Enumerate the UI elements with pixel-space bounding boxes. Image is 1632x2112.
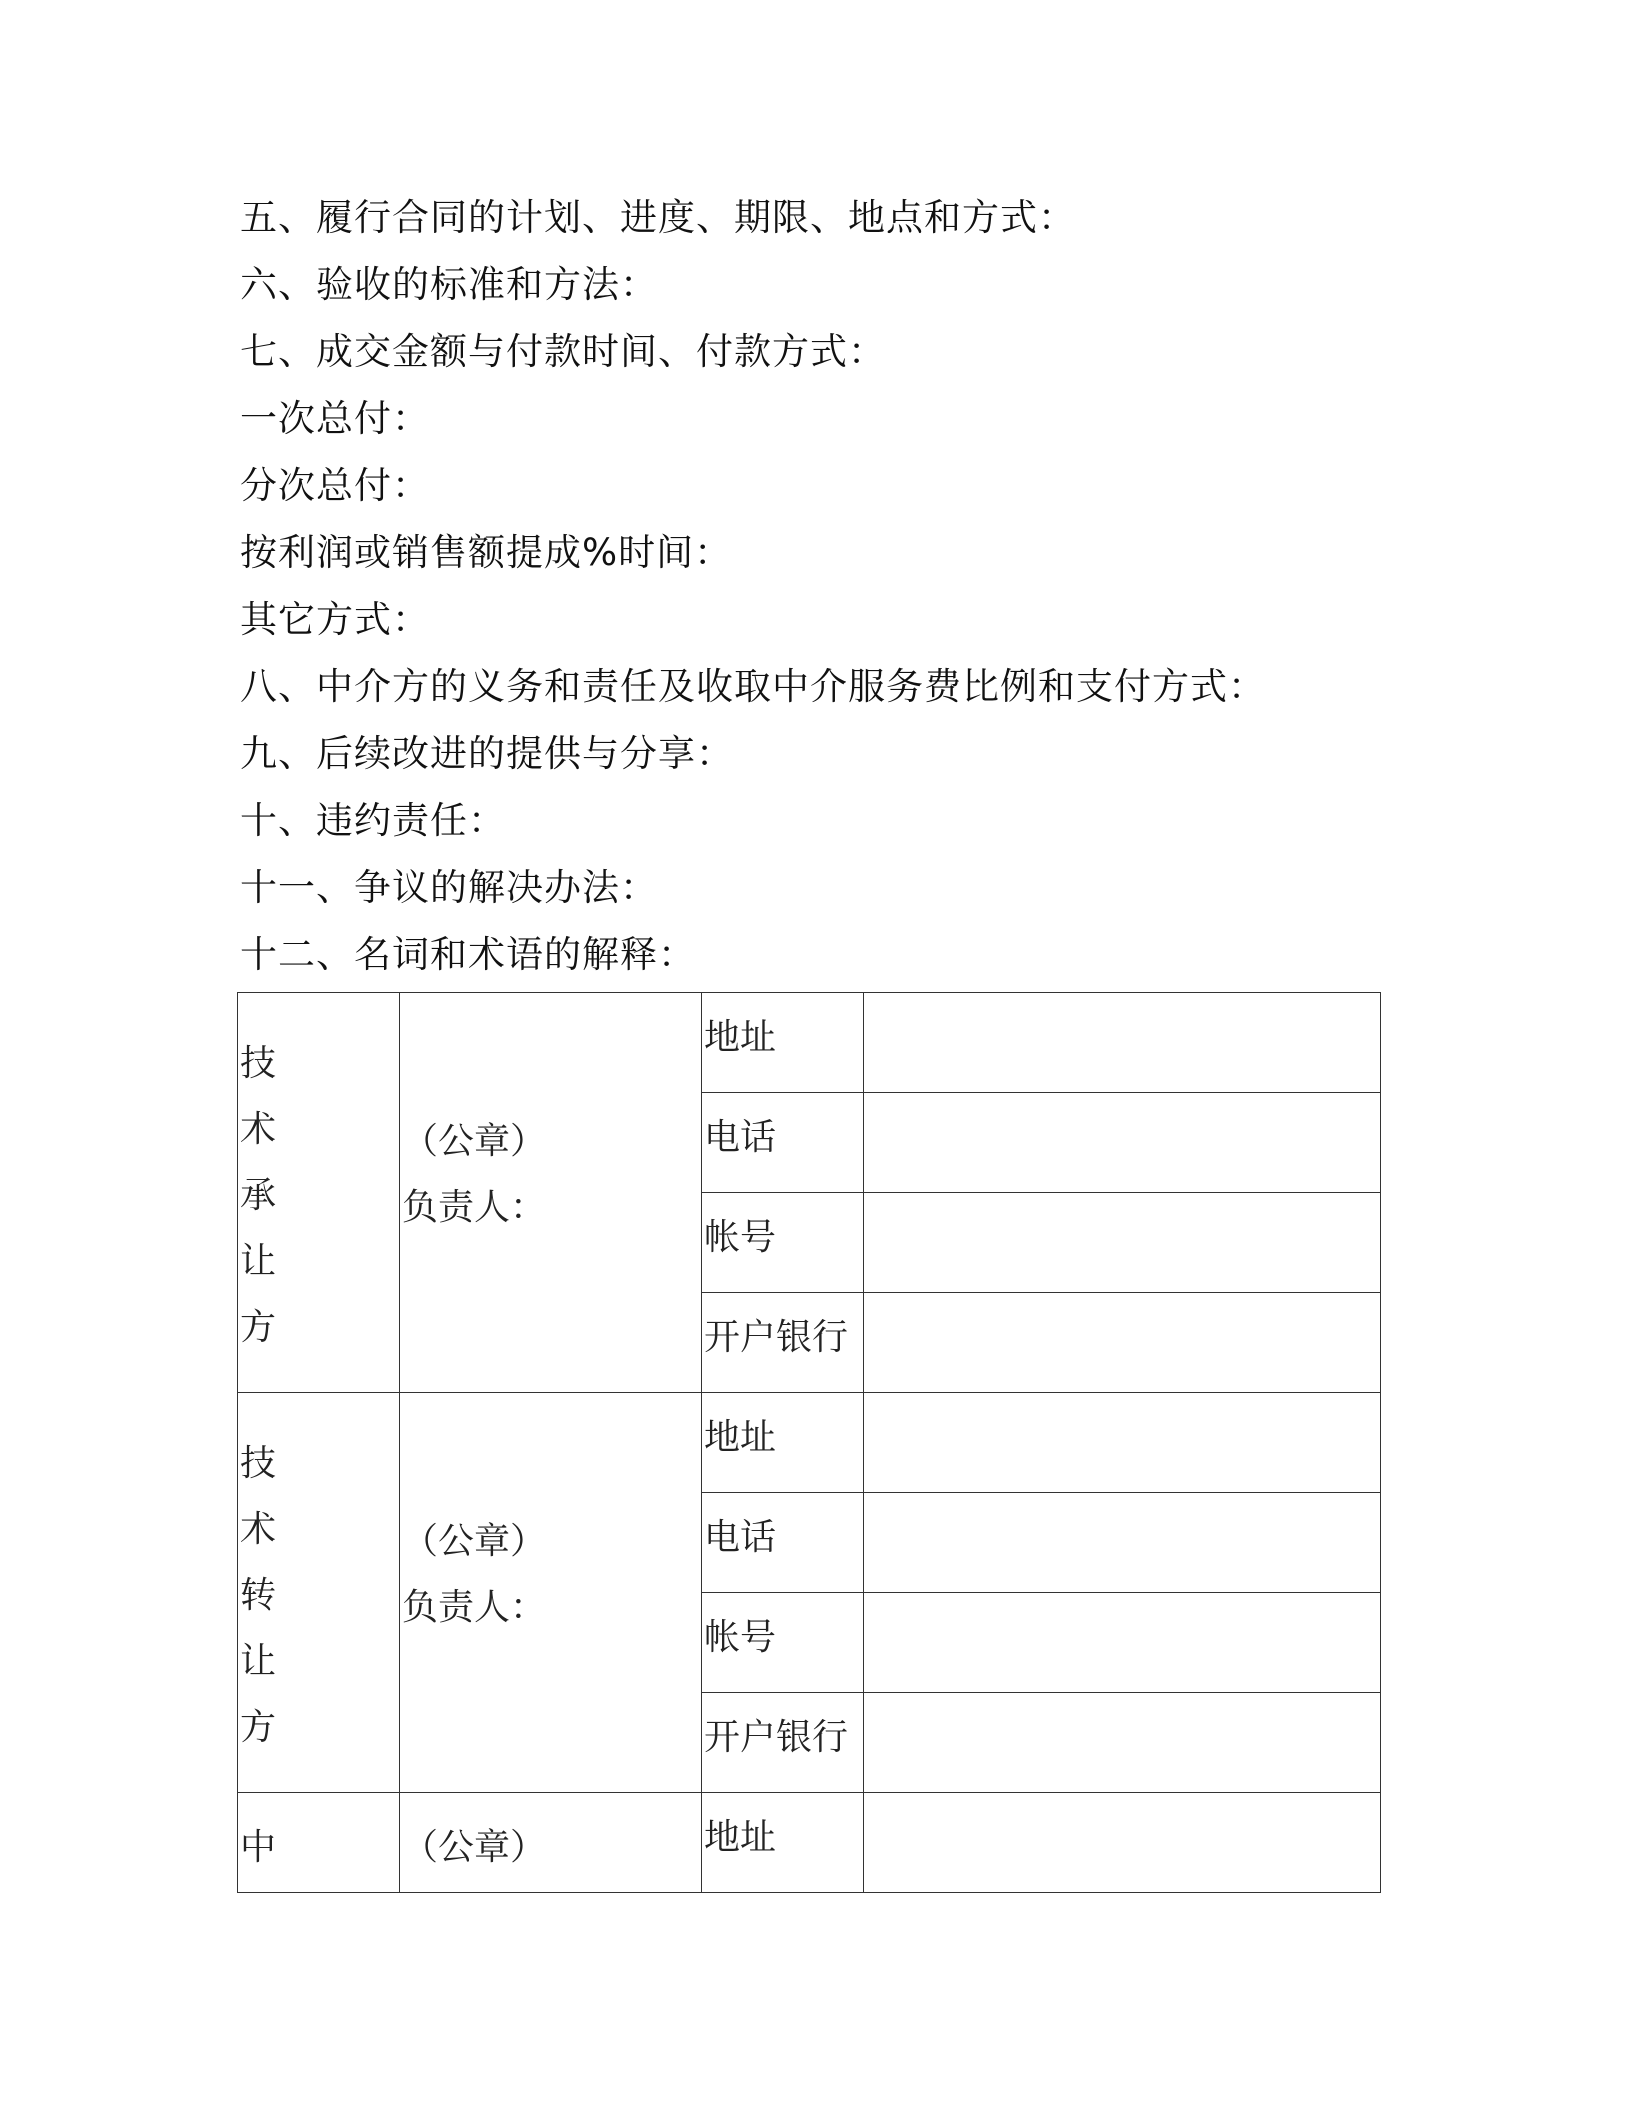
party-name-intermediary xyxy=(240,1793,399,1881)
seal-cell-transferor xyxy=(400,1393,702,1793)
table-row xyxy=(238,1793,1381,1893)
party-name-char: 技 xyxy=(240,1043,277,1084)
phone-label: 电话 xyxy=(702,1093,864,1193)
payment-installments: 分次总付： xyxy=(240,464,430,507)
payment-royalty: 按利润或销售额提成%时间： xyxy=(240,531,733,574)
payment-other: 其它方式： xyxy=(240,598,430,641)
account-label: 帐号 xyxy=(702,1193,864,1293)
party-name-transferor xyxy=(240,1393,399,1761)
address-value[interactable] xyxy=(864,1393,1381,1493)
party-name-char: 让 xyxy=(240,1641,277,1682)
responsible-person-label: 负责人： xyxy=(402,1587,547,1628)
clause-11: 十一、争议的解决办法： xyxy=(240,866,658,909)
bank-value[interactable] xyxy=(864,1293,1381,1393)
account-value[interactable] xyxy=(864,1593,1381,1693)
clause-10: 十、违约责任： xyxy=(240,799,506,842)
account-label: 帐号 xyxy=(702,1593,864,1693)
account-value[interactable] xyxy=(864,1193,1381,1293)
party-name-char: 术 xyxy=(240,1109,277,1150)
bank-label: 开户银行 xyxy=(702,1293,864,1393)
party-name-char: 技 xyxy=(240,1443,277,1484)
bank-label: 开户银行 xyxy=(702,1693,864,1793)
clause-6: 六、验收的标准和方法： xyxy=(240,263,658,306)
address-label: 地址 xyxy=(702,1793,864,1893)
party-name-cell-transferee xyxy=(238,993,400,1393)
party-name-char: 让 xyxy=(240,1241,277,1282)
address-label: 地址 xyxy=(702,1393,864,1493)
clause-5: 五、履行合同的计划、进度、期限、地点和方式： xyxy=(240,196,1076,239)
party-name-char: 中 xyxy=(240,1827,277,1868)
phone-value[interactable] xyxy=(864,1493,1381,1593)
table-row xyxy=(238,993,1381,1093)
party-name-char: 承 xyxy=(240,1175,277,1216)
address-value[interactable] xyxy=(864,1793,1381,1893)
contract-clauses xyxy=(240,190,1266,994)
party-name-char: 术 xyxy=(240,1509,277,1550)
party-name-char: 方 xyxy=(240,1307,277,1348)
party-name-transferee xyxy=(240,993,399,1361)
address-value[interactable] xyxy=(864,993,1381,1093)
signature-table xyxy=(237,992,1381,1893)
phone-label: 电话 xyxy=(702,1493,864,1593)
bank-value[interactable] xyxy=(864,1693,1381,1793)
party-name-cell-transferor xyxy=(238,1393,400,1793)
party-name-cell-intermediary xyxy=(238,1793,400,1893)
clause-12: 十二、名词和术语的解释： xyxy=(240,933,696,976)
party-name-char: 转 xyxy=(240,1575,277,1616)
seal-cell-transferee xyxy=(400,993,702,1393)
official-seal-label: （公章） xyxy=(402,1827,547,1868)
official-seal-label: （公章） xyxy=(402,1521,547,1562)
clause-7: 七、成交金额与付款时间、付款方式： xyxy=(240,330,886,373)
table-row xyxy=(238,1393,1381,1493)
clause-8: 八、中介方的义务和责任及收取中介服务费比例和支付方式： xyxy=(240,665,1266,708)
address-label: 地址 xyxy=(702,993,864,1093)
clause-9: 九、后续改进的提供与分享： xyxy=(240,732,734,775)
payment-lump-sum: 一次总付： xyxy=(240,397,430,440)
responsible-person-label: 负责人： xyxy=(402,1187,547,1228)
party-name-char: 方 xyxy=(240,1707,277,1748)
phone-value[interactable] xyxy=(864,1093,1381,1193)
seal-cell-intermediary xyxy=(400,1793,702,1893)
official-seal-label: （公章） xyxy=(402,1121,547,1162)
